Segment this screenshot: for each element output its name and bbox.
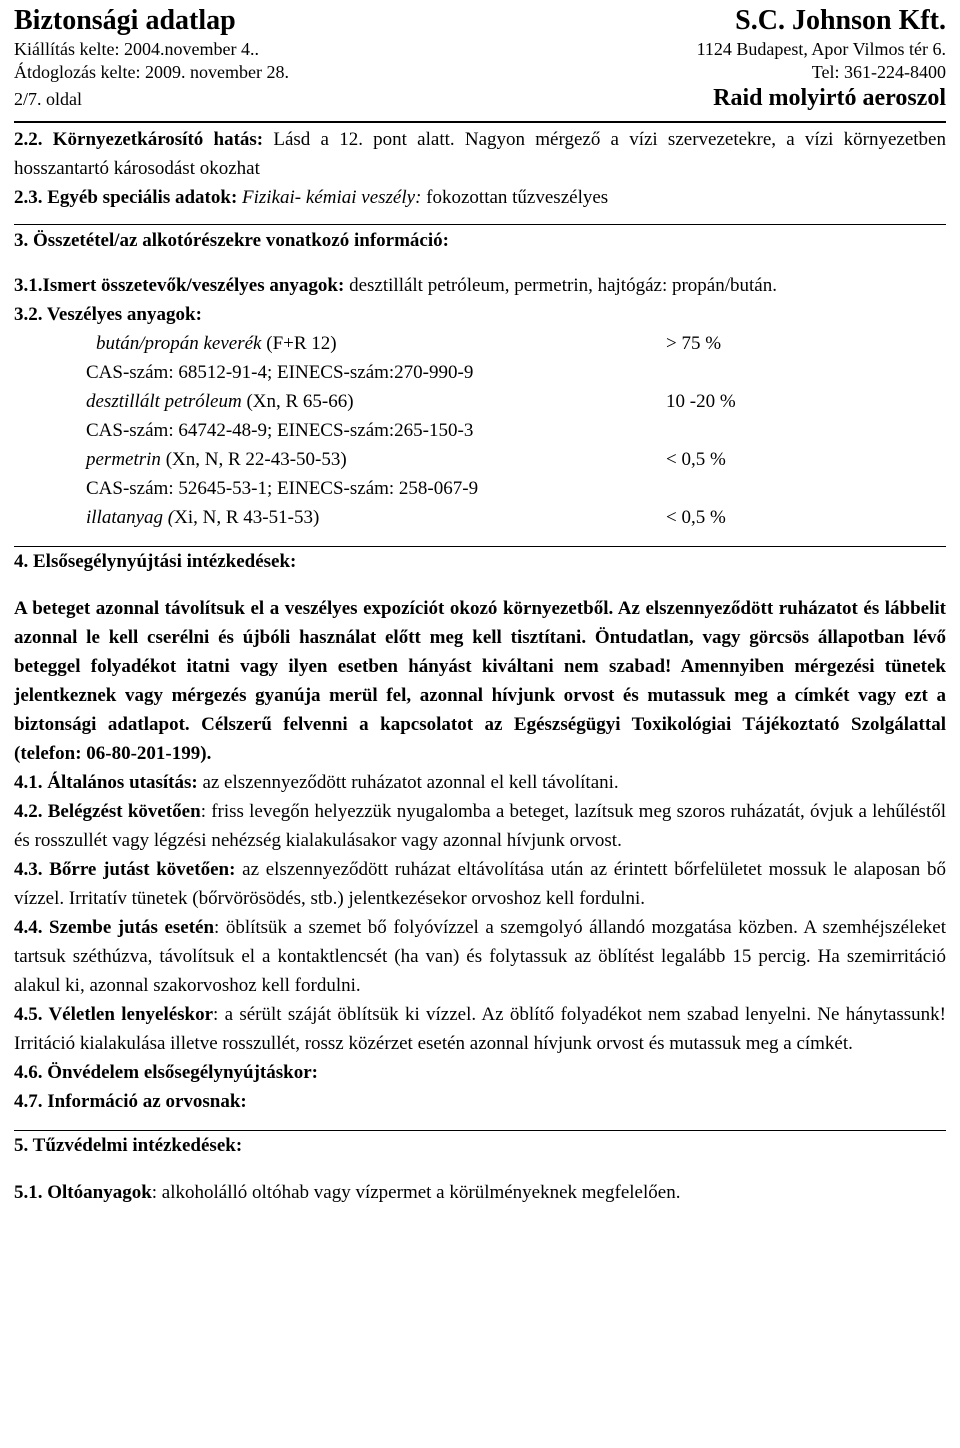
substance-cas-row [14, 474, 946, 503]
substance-name: illatanyag ( [86, 507, 175, 528]
substance-row [14, 387, 946, 416]
substance-percent: 10 -20 % [666, 391, 736, 412]
section-4-7-label: 4.7. Információ az orvosnak: [14, 1091, 247, 1112]
section-4-3-text: az elszennyeződött ruházat eltávolítása után az érintett bőrfelületet mossuk le alaposan bő vízzel. Irritatív tünetek (bőrvörösödés, stb.) jelentkezésekor orvoshoz kell fordulni. [14, 859, 946, 909]
substance-class: (Xn, N, R 22-43-50-53) [160, 449, 347, 470]
company-name: S.C. Johnson Kft. [735, 5, 946, 36]
revision-date: Átdoglozás kelte: 2009. november 28. [14, 62, 289, 82]
substance-percent: > 75 % [666, 333, 722, 354]
section-4-3-label: 4.3. Bőrre jutást követően: [14, 859, 236, 880]
substance-percent: < 0,5 % [666, 449, 726, 470]
section-4-1-label: 4.1. Általános utasítás: [14, 772, 198, 793]
section-2-2-label: 2.2. Környezetkárosító hatás: [14, 129, 264, 150]
substance-cas: CAS-szám: 52645-53-1; EINECS-szám: 258-067-9 [86, 478, 479, 499]
section-4-2-text: : friss levegőn helyezzük nyugalomba a beteget, lazítsuk meg szoros ruházatát, óvjuk a lehűléstől és rosszullét vagy légzési nehézség kialakulásakor vagy azonnal hívjunk orvost. [14, 801, 947, 851]
section-4-2 [14, 797, 946, 855]
section-4-4-text: : öblítsük a szemet bő folyóvízzel a szemgolyó állandó mozgatása közben. A szemhéjszéleket tartsuk széthúzva, távolítsuk el a kontaktlencsét (ha van) és folytassuk az öblítést legalább 15 percig. Ha szemirritáció alakul ki, azonnal szakorvoshoz kell fordulni. [14, 917, 946, 996]
section-4-5 [14, 1000, 946, 1058]
company-address: 1124 Budapest, Apor Vilmos tér 6. [696, 39, 946, 59]
header-rule [14, 121, 946, 123]
issue-date: Kiállítás kelte: 2004.november 4.. [14, 39, 259, 59]
substance-row [14, 329, 946, 358]
section-4-6-label: 4.6. Önvédelem elsősegélynyújtáskor: [14, 1062, 318, 1083]
substance-name: desztillált petróleum [86, 391, 242, 412]
section-5-1 [14, 1178, 946, 1207]
substance-class: (F+R 12) [261, 333, 337, 354]
section-2-3-text: fokozottan tűzveszélyes [421, 187, 609, 208]
document-page [14, 0, 946, 1207]
section-4-4-label: 4.4. Szembe jutás esetén [14, 917, 215, 938]
substance-cas: CAS-szám: 68512-91-4; EINECS-szám:270-990-9 [86, 362, 474, 383]
section-5-title: 5. Tűzvédelmi intézkedések: [14, 1135, 243, 1156]
section-4-3 [14, 855, 946, 913]
section-4-intro: A beteget azonnal távolítsuk el a veszélyes expozíciót okozó környezetből. Az elszennyeződött ruházatot és lábbelit azonnal le kell cserélni és újbóli használat előtt meg kell tisztítani. Öntudatlan, vagy görcsös állapotban lévő beteggel folyadékot itatni vagy ilyen esetben hányást kiváltani nem szabad! Amennyiben mérgezési tünetek jelentkeznek vagy mérgezés gyanúja merül fel, azonnal hívjunk orvost és mutassuk meg a címkét vagy ezt a biztonsági adatlapot. Célszerű felvenni a kapcsolatot az Egészségügyi Toxikológiai Tájékoztató Szolgálattal (telefon: 06-80-201-199). [14, 598, 946, 764]
section-3-1-label: 3.1.Ismert összetevők/veszélyes anyagok: [14, 275, 345, 296]
section-3-1 [14, 271, 946, 300]
section-4-5-label: 4.5. Véletlen lenyeléskor [14, 1004, 214, 1025]
substance-cas-row [14, 416, 946, 445]
substance-percent: < 0,5 % [666, 507, 726, 528]
section-4-1 [14, 768, 946, 797]
substance-name: bután/propán keverék [96, 333, 262, 354]
section-2-2 [14, 125, 946, 183]
section-4-5-text: : a sérült száját öblítsük ki vízzel. Az öblítő folyadékot nem szabad lenyelni. Ne hánytassunk! Irritáció kialakulása illetve rosszullét, rossz közérzet esetén azonnal hívjunk orvost és mutassuk meg a címkét. [14, 1004, 946, 1054]
section-4-2-label: 4.2. Belégzést követően [14, 801, 201, 822]
substance-cas-row [14, 358, 946, 387]
header-left [14, 4, 289, 111]
substance-row [14, 445, 946, 474]
section-3-1-text: desztillált petróleum, permetrin, hajtógáz: propán/bután. [344, 275, 777, 296]
section-3-title: 3. Összetétel/az alkotórészekre vonatkozó információ: [14, 230, 449, 251]
substance-cas: CAS-szám: 64742-48-9; EINECS-szám:265-150-3 [86, 420, 474, 441]
page-number: 2/7. oldal [14, 89, 82, 109]
header-right [697, 4, 946, 112]
page-header [14, 0, 946, 123]
section-5-1-label: 5.1. Oltóanyagok [14, 1182, 152, 1203]
substance-class: (Xn, R 65-66) [241, 391, 354, 412]
section-2-2-text: Lásd a 12. pont alatt. Nagyon mérgező a vízi szervezetekre, a vízi környezetben hosszantartó károsodást okozhat [14, 129, 946, 179]
section-2-3-label: 2.3. Egyéb speciális adatok: [14, 187, 238, 208]
section-2-3 [14, 183, 946, 212]
section-4-4 [14, 913, 946, 1000]
company-phone: Tel: 361-224-8400 [811, 62, 946, 82]
substance-class: Xi, N, R 43-51-53) [174, 507, 320, 528]
substance-name: permetrin [86, 449, 161, 470]
section-2-3-italic: Fizikai- kémiai veszély: [237, 187, 422, 208]
hazardous-substances-list [14, 329, 946, 532]
section-4-1-text: az elszennyeződött ruházatot azonnal el kell távolítani. [197, 772, 619, 793]
section-5-1-text: : alkoholálló oltóhab vagy vízpermet a körülményeknek megfelelően. [151, 1182, 681, 1203]
document-title: Biztonsági adatlap [14, 5, 236, 36]
substance-row [14, 503, 946, 532]
section-3-rule [14, 224, 946, 225]
section-3-2-label: 3.2. Veszélyes anyagok: [14, 304, 202, 325]
section-4-title: 4. Elsősegélynyújtási intézkedések: [14, 551, 297, 572]
product-name: Raid molyirtó aeroszol [713, 85, 946, 111]
